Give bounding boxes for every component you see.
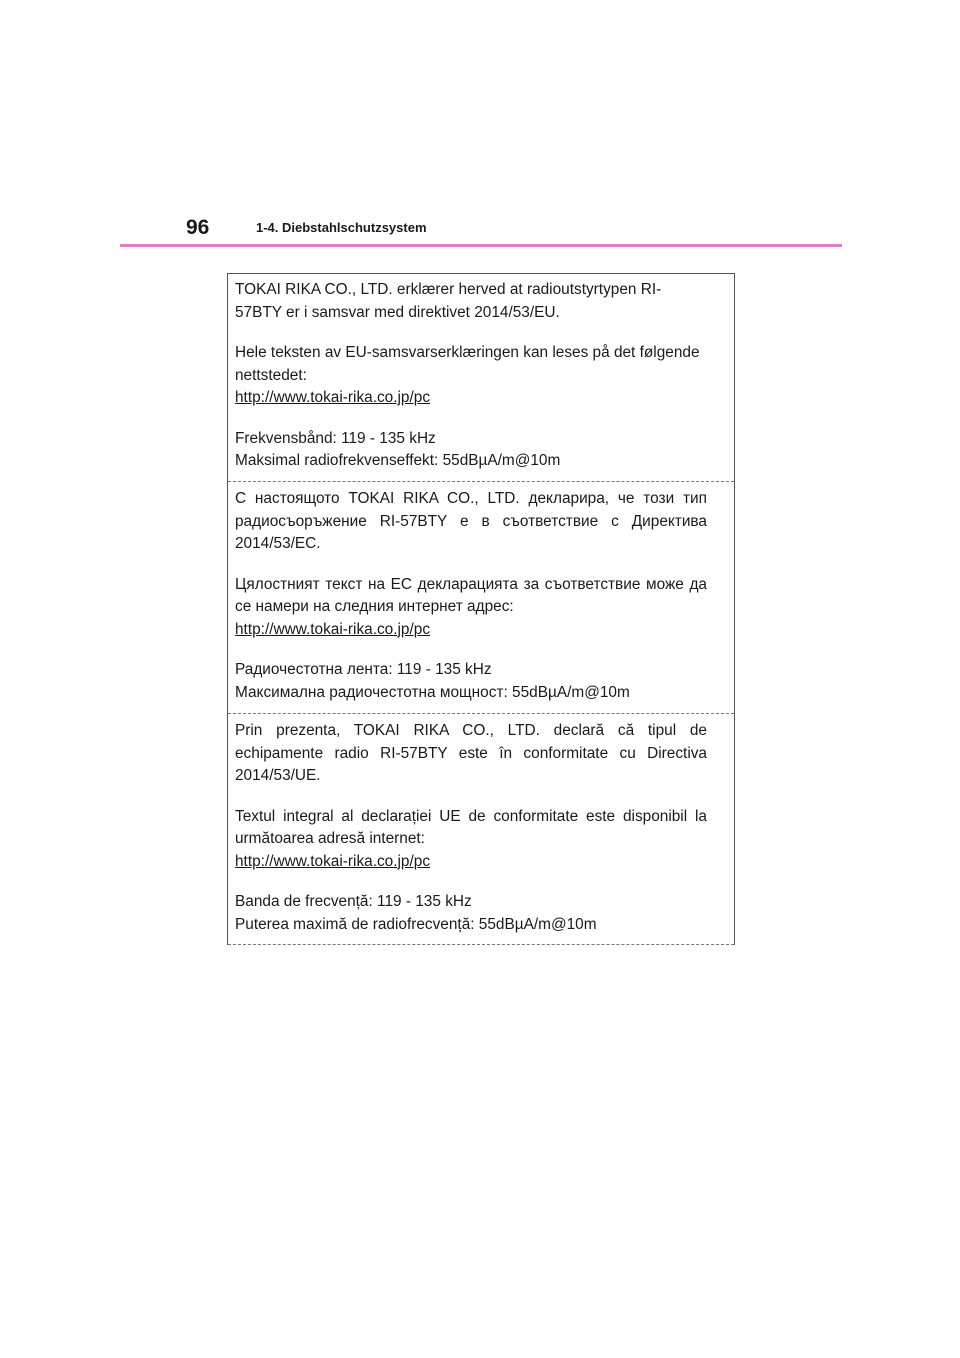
declarations-box bbox=[227, 273, 735, 945]
declaration-text-block bbox=[235, 574, 707, 642]
box-bottom-border bbox=[228, 944, 734, 945]
declaration-bulgarian bbox=[228, 482, 734, 704]
frequency-band: Frekvensbånd: 119 - 135 kHz bbox=[235, 429, 436, 447]
declaration-text-block bbox=[235, 806, 707, 874]
declaration-statement: Prin prezenta, TOKAI RIKA CO., LTD. declară că tipul de echipamente radio RI-57BTY este în conformitate cu Directiva 2014/53/UE. bbox=[235, 722, 707, 784]
max-power: Puterea maximă de radiofrecvență: 55dBµA/m@10m bbox=[235, 915, 597, 933]
frequency-band: Banda de frecvență: 119 - 135 kHz bbox=[235, 893, 472, 910]
max-power: Максимална радиочестотна мощност: 55dBµA/m@10m bbox=[235, 683, 630, 701]
declaration-text-info: Цялостният текст на ЕС декларацията за съответствие може да се намери на следния интернет адрес: bbox=[235, 575, 707, 615]
section-title: 1-4. Diebstahlschutzsystem bbox=[256, 220, 427, 235]
declaration-statement: TOKAI RIKA CO., LTD. erklærer herved at radioutstyrtypen RI-57BTY er i samsvar med direktivet 2014/53/EU. bbox=[235, 281, 662, 321]
page-header bbox=[120, 212, 842, 246]
declaration-specs bbox=[235, 428, 707, 473]
declaration-norwegian bbox=[228, 273, 734, 473]
declaration-specs bbox=[235, 659, 707, 704]
declaration-romanian bbox=[228, 714, 734, 936]
frequency-band: Радиочестотна лента: 119 - 135 kHz bbox=[235, 661, 492, 678]
declaration-text-info: Textul integral al declarației UE de conformitate este disponibil la următoarea adresă internet: bbox=[235, 807, 707, 847]
declaration-text-block bbox=[235, 342, 707, 410]
declaration-text-info: Hele teksten av EU-samsvarserklæringen kan leses på det følgende nettstedet: bbox=[235, 344, 700, 384]
header-rule bbox=[120, 244, 842, 247]
declaration-url-link[interactable]: http://www.tokai-rika.co.jp/pc bbox=[235, 852, 431, 870]
declaration-url-link[interactable]: http://www.tokai-rika.co.jp/pc bbox=[235, 389, 431, 406]
declaration-statement: С настоящото TOKAI RIKA CO., LTD. декларира, че този тип радиосъоръжение RI-57BTY е в съответствие с Директива 2014/53/ЕС. bbox=[235, 490, 707, 552]
max-power: Maksimal radiofrekvenseffekt: 55dBµA/m@10m bbox=[235, 452, 561, 469]
page-number: 96 bbox=[186, 216, 210, 239]
declaration-url-link[interactable]: http://www.tokai-rika.co.jp/pc bbox=[235, 620, 431, 638]
declaration-specs bbox=[235, 891, 707, 936]
